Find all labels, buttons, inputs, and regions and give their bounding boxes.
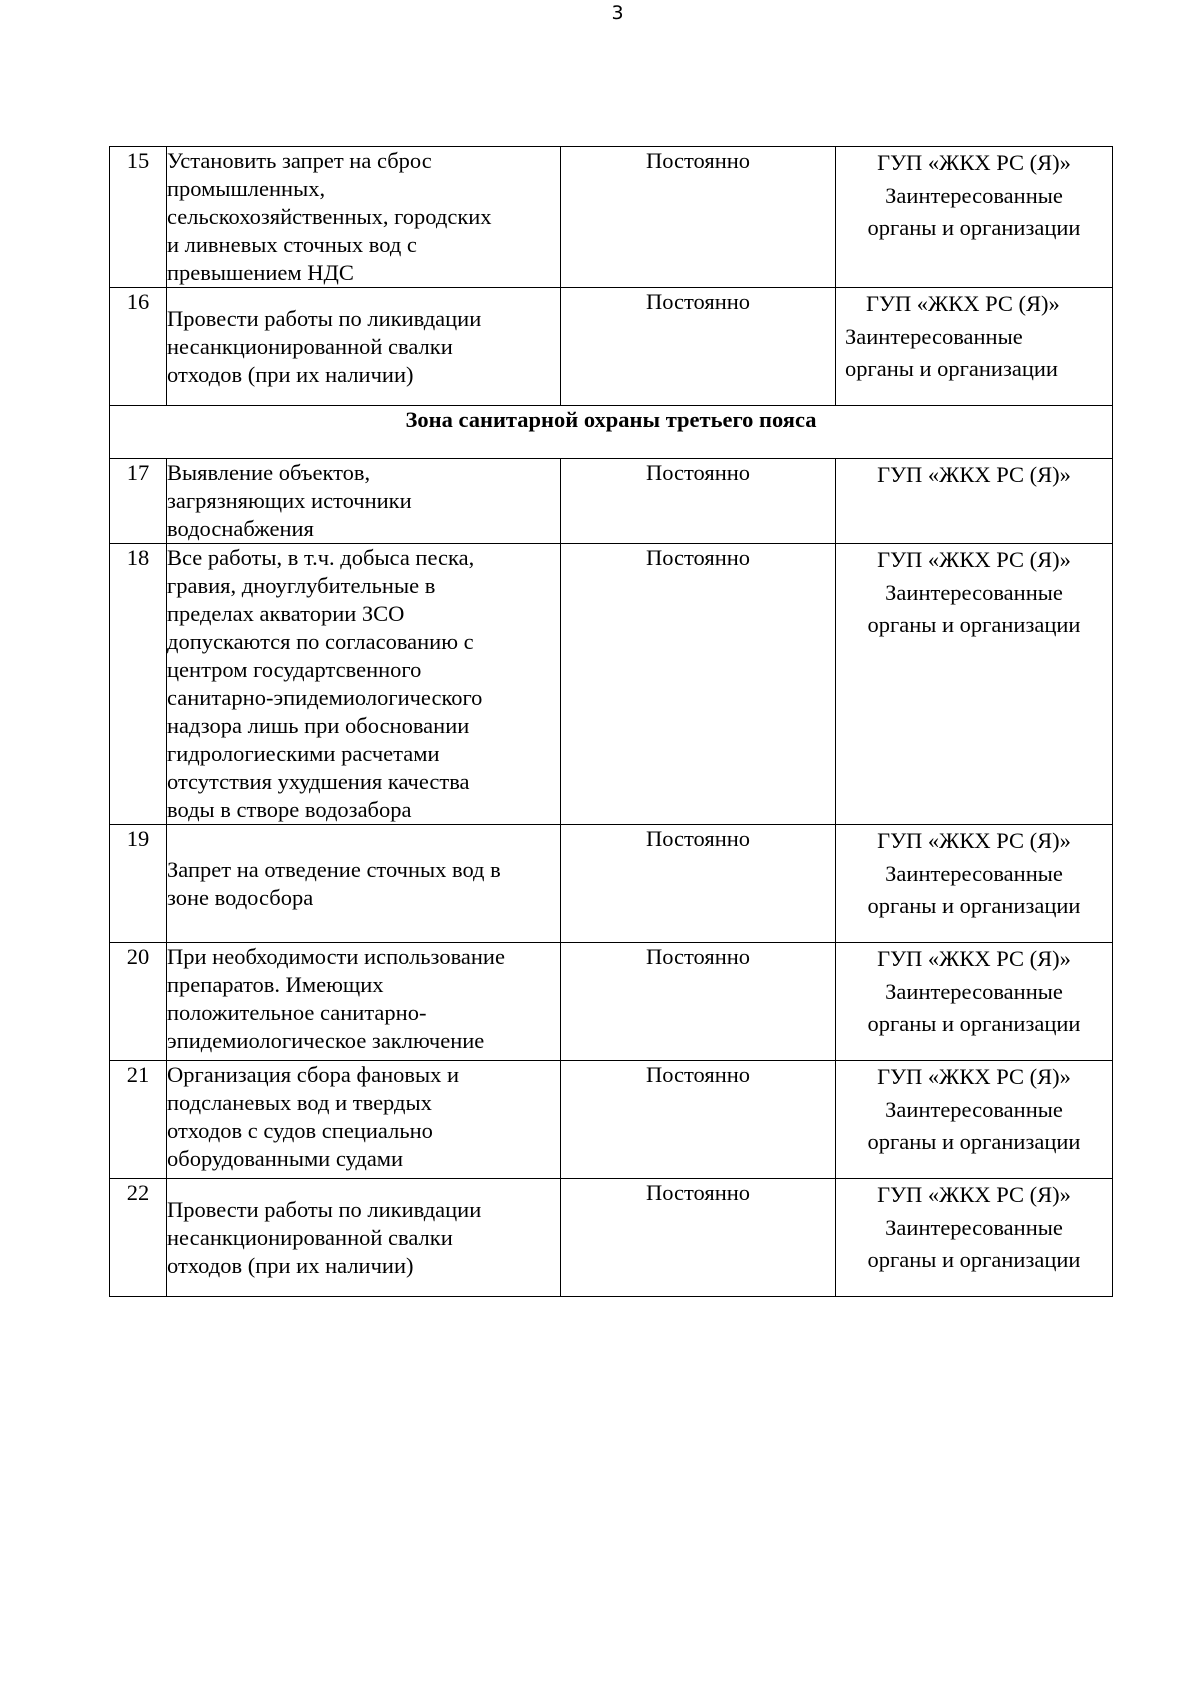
measure-description	[167, 1179, 561, 1297]
responsible-line: органы и организации	[867, 1011, 1081, 1036]
responsible-line: Заинтересованные	[885, 579, 1063, 605]
description-line: отходов (при их наличии)	[167, 1252, 414, 1278]
responsible-line: органы и организации	[845, 356, 1058, 381]
row-number: 21	[110, 1061, 167, 1179]
row-number: 19	[110, 825, 167, 943]
table-row	[110, 459, 1113, 544]
measure-term: Постоянно	[561, 1179, 836, 1297]
responsible-party	[836, 544, 1113, 825]
measure-description	[167, 147, 561, 288]
responsible-line: органы и организации	[867, 215, 1081, 240]
responsible-party	[836, 825, 1113, 943]
responsible-line: Заинтересованные	[885, 182, 1063, 208]
responsible-line: Заинтересованные	[885, 978, 1063, 1004]
description-line: несанкционированной свалки	[167, 1224, 453, 1250]
section-row	[110, 406, 1113, 459]
measure-description	[167, 288, 561, 406]
measure-description	[167, 825, 561, 943]
responsible-line: ГУП «ЖКХ РС (Я)»	[877, 1182, 1071, 1207]
description-line: отсутствия ухудшения качества	[167, 769, 470, 794]
measure-term: Постоянно	[561, 825, 836, 943]
section-title: Зона санитарной охраны третьего пояса	[110, 406, 1113, 459]
responsible-line: органы и организации	[867, 893, 1081, 918]
responsible-party	[836, 1179, 1113, 1297]
responsible-line: Заинтересованные	[885, 1096, 1063, 1122]
description-line: отходов (при их наличии)	[167, 361, 414, 387]
description-line: гидрологиескими расчетами	[167, 741, 440, 766]
description-line: несанкционированной свалки	[167, 333, 453, 359]
responsible-party	[836, 147, 1113, 288]
responsible-line: ГУП «ЖКХ РС (Я)»	[877, 946, 1071, 971]
responsible-party	[836, 943, 1113, 1061]
description-line: оборудованными судами	[167, 1146, 404, 1171]
description-line: При необходимости использование	[167, 944, 505, 969]
responsible-line: ГУП «ЖКХ РС (Я)»	[877, 547, 1071, 572]
responsible-line: Заинтересованные	[885, 860, 1063, 886]
description-line: превышением НДС	[167, 260, 354, 285]
table-row	[110, 544, 1113, 825]
description-line: воды в створе водозабора	[167, 797, 412, 822]
measure-term: Постоянно	[561, 288, 836, 406]
row-number: 15	[110, 147, 167, 288]
measure-description	[167, 1061, 561, 1179]
row-number: 22	[110, 1179, 167, 1297]
description-line: загрязняющих источники	[167, 488, 412, 513]
row-number: 18	[110, 544, 167, 825]
responsible-line: Заинтересованные	[885, 1214, 1063, 1240]
measure-term: Постоянно	[561, 1061, 836, 1179]
responsible-party	[836, 288, 1113, 406]
description-line: отходов с судов специально	[167, 1118, 433, 1143]
description-line: санитарно-эпидемиологического	[167, 685, 483, 710]
description-line: препаратов. Имеющих	[167, 972, 384, 997]
description-line: Провести работы по ликивдации	[167, 305, 482, 331]
description-line: промышленных,	[167, 176, 326, 201]
page-number: 3	[611, 2, 624, 24]
table-row	[110, 943, 1113, 1061]
responsible-line: органы и организации	[867, 612, 1081, 637]
description-line: допускаются по согласованию с	[167, 629, 474, 654]
description-line: центром государтсвенного	[167, 657, 422, 682]
description-line: и ливневых сточных вод с	[167, 232, 417, 257]
measure-description	[167, 943, 561, 1061]
row-number: 16	[110, 288, 167, 406]
description-line: сельскохозяйственных, городских	[167, 204, 492, 229]
measure-description	[167, 459, 561, 544]
table-row	[110, 288, 1113, 406]
responsible-line: ГУП «ЖКХ РС (Я)»	[866, 291, 1060, 316]
table-row	[110, 825, 1113, 943]
description-line: Все работы, в т.ч. добыса песка,	[167, 545, 475, 570]
measure-term: Постоянно	[561, 459, 836, 544]
measure-description	[167, 544, 561, 825]
table-row	[110, 1179, 1113, 1297]
responsible-line: органы и организации	[867, 1247, 1081, 1272]
description-line: водоснабжения	[167, 516, 314, 541]
description-line: подсланевых вод и твердых	[167, 1090, 432, 1115]
row-number: 17	[110, 459, 167, 544]
description-line: Запрет на отведение сточных вод в	[167, 856, 501, 882]
description-line: Установить запрет на сброс	[167, 148, 432, 173]
responsible-line: ГУП «ЖКХ РС (Я)»	[877, 150, 1071, 175]
description-line: положительное санитарно-	[167, 1000, 427, 1025]
table-body	[110, 147, 1113, 1297]
description-line: Выявление объектов,	[167, 460, 371, 485]
measure-term: Постоянно	[561, 147, 836, 288]
description-line: эпидемиологическое заключение	[167, 1028, 485, 1053]
responsible-line: органы и организации	[867, 1129, 1081, 1154]
description-line: гравия, дноуглубительные в	[167, 573, 436, 598]
table-row	[110, 1061, 1113, 1179]
description-line: зоне водосбора	[167, 884, 314, 910]
responsible-line: ГУП «ЖКХ РС (Я)»	[877, 828, 1071, 853]
description-line: пределах акватории ЗСО	[167, 601, 405, 626]
responsible-line: ГУП «ЖКХ РС (Я)»	[877, 1064, 1071, 1089]
responsible-party	[836, 1061, 1113, 1179]
description-line: Провести работы по ликивдации	[167, 1196, 482, 1222]
responsible-party	[836, 459, 1113, 544]
description-line: надзора лишь при обосновании	[167, 713, 470, 738]
row-number: 20	[110, 943, 167, 1061]
measures-table	[109, 146, 1113, 1297]
description-line: Организация сбора фановых и	[167, 1062, 460, 1087]
responsible-line: ГУП «ЖКХ РС (Я)»	[877, 462, 1071, 487]
measure-term: Постоянно	[561, 943, 836, 1061]
table-row	[110, 147, 1113, 288]
responsible-line: Заинтересованные	[845, 323, 1023, 349]
measure-term: Постоянно	[561, 544, 836, 825]
